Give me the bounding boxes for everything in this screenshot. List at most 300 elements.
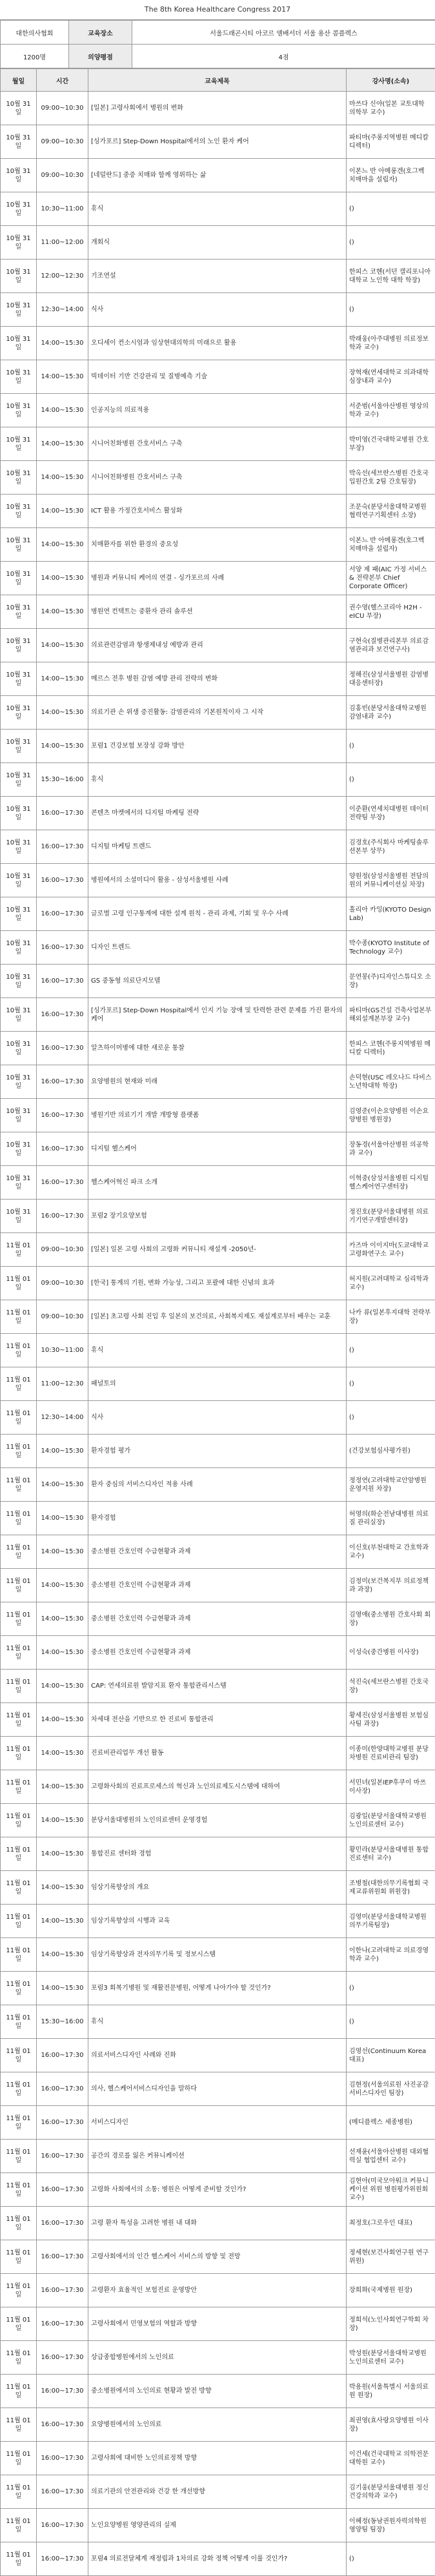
table-row xyxy=(1,1905,435,1938)
row-time: 14:00~15:30 xyxy=(37,1703,88,1737)
row-time: 16:00~17:30 xyxy=(37,2307,88,2341)
row-lecturer: 김현아(미국모아워크 커뮤니케이션 위원 병원평가위원회 교수) xyxy=(347,2173,435,2207)
table-row xyxy=(1,1166,435,1200)
row-lecturer: 서준범(서울아산병원 영상의학과 교수) xyxy=(347,394,435,427)
venue: 서울드래곤시티 아코르 앰배서더 서울 용산 콤플렉스 xyxy=(132,21,435,45)
row-title: 진료비관리업무 개선 활동 xyxy=(88,1737,347,1770)
row-lecturer: 허영의(화순전남대병원 의료질 관리실장) xyxy=(347,1502,435,1535)
row-lecturer: 구현숙(질병관리본부 의료감염관리과 보건연구사) xyxy=(347,629,435,662)
table-row xyxy=(1,1065,435,1099)
table-row xyxy=(1,1737,435,1770)
row-lecturer: 마쓰다 신야(일본 교토대학 의학부 교수) xyxy=(347,92,435,125)
row-time: 14:00~15:30 xyxy=(37,1938,88,1972)
row-lecturer: 최권영(효사랑요양병원 이사장) xyxy=(347,2408,435,2442)
table-row xyxy=(1,2240,435,2274)
row-lecturer: () xyxy=(347,293,435,327)
row-date: 11월 01일 xyxy=(1,2408,37,2442)
row-time: 16:00~17:30 xyxy=(37,2240,88,2274)
row-title: 병원에서의 소셜미디어 활용 - 삼성서울병원 사례 xyxy=(88,864,347,897)
row-date: 10월 31일 xyxy=(1,360,37,394)
row-title: 휴식 xyxy=(88,192,347,226)
row-time: 14:00~15:30 xyxy=(37,1972,88,2005)
row-lecturer: 박성원(분당서울대학교병원 노인의료센터 교수) xyxy=(347,2341,435,2375)
table-row xyxy=(1,2039,435,2072)
row-title: 휴식 xyxy=(88,1334,347,1367)
row-date: 10월 31일 xyxy=(1,1166,37,1200)
table-row xyxy=(1,1770,435,1804)
table-row xyxy=(1,1804,435,1837)
row-title: 고령사회에서의 인간 헬스케어 서비스의 방향 및 전망 xyxy=(88,2240,347,2274)
row-lecturer: 조병철(대한의무기록협회 국제교류위원회 위원장) xyxy=(347,1871,435,1905)
table-row xyxy=(1,92,435,125)
row-date: 11월 01일 xyxy=(1,1837,37,1871)
row-date: 10월 31일 xyxy=(1,696,37,730)
row-lecturer: 양원정(삼성서울병원 전담의원의 커뮤니케이션실 차장) xyxy=(347,864,435,897)
table-row xyxy=(1,998,435,1032)
row-lecturer: () xyxy=(347,2542,435,2576)
row-time: 14:00~15:30 xyxy=(37,595,88,629)
row-time: 16:00~17:30 xyxy=(37,2106,88,2140)
row-time: 10:30~11:00 xyxy=(37,192,88,226)
row-time: 11:00~12:00 xyxy=(37,226,88,260)
row-date: 11월 01일 xyxy=(1,1401,37,1435)
row-lecturer: 손덕현(USC 레오나드 다비스 노년학대학 학장) xyxy=(347,1065,435,1099)
table-row xyxy=(1,1367,435,1401)
row-time: 14:00~15:30 xyxy=(37,1602,88,1636)
row-title: 휴식 xyxy=(88,2005,347,2039)
table-row xyxy=(1,1871,435,1905)
row-time: 14:00~15:30 xyxy=(37,495,88,528)
table-row xyxy=(1,1032,435,1065)
row-lecturer: 김기웅(분당서울대병원 정신건강의학과 교수) xyxy=(347,2475,435,2509)
row-title: 병원과 커뮤니티 케어의 연결 - 싱가포르의 사례 xyxy=(88,562,347,595)
row-date: 11월 01일 xyxy=(1,1737,37,1770)
row-lecturer: 나카 류(일본후지대학 전략부장) xyxy=(347,1300,435,1334)
row-date: 11월 01일 xyxy=(1,2005,37,2039)
row-time: 16:00~17:30 xyxy=(37,797,88,830)
table-row xyxy=(1,360,435,394)
row-title: 의료관련감염과 항생제내성 예방과 관리 xyxy=(88,629,347,662)
table-row xyxy=(1,159,435,192)
row-date: 11월 01일 xyxy=(1,1871,37,1905)
row-title: 노인요양병원 영양관리의 실제 xyxy=(88,2509,347,2542)
row-time: 16:00~17:30 xyxy=(37,965,88,998)
row-date: 11월 01일 xyxy=(1,1267,37,1300)
row-lecturer: 석진숙(세브란스병원 간호국장) xyxy=(347,1670,435,1703)
row-title: 분당서울대병원의 노인의료센터 운영경험 xyxy=(88,1804,347,1837)
row-date: 11월 01일 xyxy=(1,1334,37,1367)
row-lecturer: 김홍빈(분당서울대학교병원 감염내과 교수) xyxy=(347,696,435,730)
row-title: [일본] 일본 고령 사회의 고령화 커뮤니티 재설계 -2050년- xyxy=(88,1233,347,1267)
row-time: 14:00~15:30 xyxy=(37,1468,88,1502)
row-time: 12:30~14:00 xyxy=(37,293,88,327)
row-date: 10월 31일 xyxy=(1,394,37,427)
row-title: [싱가포르] Step-Down Hospital에서의 노인 환자 케어 xyxy=(88,125,347,159)
row-lecturer: 정정연(고려대학교안암병원 운영지원 차장) xyxy=(347,1468,435,1502)
table-row xyxy=(1,1300,435,1334)
row-lecturer: 이종미(한양대학교병원 분당차병원 진료비관리 팀장) xyxy=(347,1737,435,1770)
row-title: GS 중동형 의료단지모델 xyxy=(88,965,347,998)
row-time: 10:30~11:00 xyxy=(37,1334,88,1367)
row-lecturer: 김정미(보건복지부 의료정책과 과장) xyxy=(347,1569,435,1602)
row-date: 11월 01일 xyxy=(1,1804,37,1837)
row-date: 11월 01일 xyxy=(1,1972,37,2005)
row-title: 요양병원의 현재와 미래 xyxy=(88,1065,347,1099)
table-row xyxy=(1,226,435,260)
row-lecturer: 이혁중(삼성서울병원 디지털헬스케어연구센터장) xyxy=(347,1166,435,1200)
row-date: 11월 01일 xyxy=(1,2375,37,2408)
row-time: 14:00~15:30 xyxy=(37,662,88,696)
row-lecturer: 권수영(헬스코리아 H2H - eICU 부장) xyxy=(347,595,435,629)
row-time: 16:00~17:30 xyxy=(37,864,88,897)
row-time: 16:00~17:30 xyxy=(37,2375,88,2408)
row-lecturer: 박용원(서울특별시 서울의료원 원장) xyxy=(347,2375,435,2408)
row-lecturer: 장동경(서울아산병원 의공학과 교수) xyxy=(347,1132,435,1166)
row-lecturer: 이혜정(동남권원자력의학원 영양팀 팀장) xyxy=(347,2509,435,2542)
row-date: 10월 31일 xyxy=(1,427,37,461)
row-time: 15:30~16:00 xyxy=(37,2005,88,2039)
row-lecturer: 김경호(주식회사 마케팅솔루션본부 상무) xyxy=(347,830,435,864)
row-lecturer: 한피스 코헨(서던 캘리포니아 대학교 노인학 대학 학장) xyxy=(347,260,435,293)
table-row xyxy=(1,595,435,629)
row-lecturer: 허지원(고려대학교 심리학과 교수) xyxy=(347,1267,435,1300)
row-lecturer: 장희화(국제병원 원장) xyxy=(347,2274,435,2307)
row-lecturer: 김광일(분당서울대학교병원 노인의료센터 교수) xyxy=(347,1804,435,1837)
table-row xyxy=(1,2173,435,2207)
table-row xyxy=(1,2072,435,2106)
row-time: 14:00~15:30 xyxy=(37,1502,88,1535)
row-time: 14:00~15:30 xyxy=(37,1535,88,1569)
table-row xyxy=(1,2408,435,2442)
row-time: 14:00~15:30 xyxy=(37,1569,88,1602)
row-date: 11월 01일 xyxy=(1,2072,37,2106)
row-title: 고령 환자 특성을 고려한 병원 내 대화 xyxy=(88,2207,347,2240)
row-title: 기조연설 xyxy=(88,260,347,293)
row-title: 환자 중심의 서비스디자인 적용 사례 xyxy=(88,1468,347,1502)
row-lecturer: 정희석(노인사회연구학회 차장) xyxy=(347,2307,435,2341)
table-row xyxy=(1,1099,435,1132)
row-title: 고령화사회의 진료프로세스의 혁신과 노인의료제도시스템에 대하여 xyxy=(88,1770,347,1804)
schedule-table xyxy=(0,68,435,2576)
row-time: 14:00~15:30 xyxy=(37,427,88,461)
row-time: 16:00~17:30 xyxy=(37,2341,88,2375)
row-lecturer: 장혁재(연세대학교 의과대학 심장내과 교수) xyxy=(347,360,435,394)
row-date: 10월 31일 xyxy=(1,730,37,763)
row-title: 빅데이터 기반 건강관리 및 질병예측 기술 xyxy=(88,360,347,394)
row-date: 11월 01일 xyxy=(1,2240,37,2274)
row-title: 요양병원에서의 노인의료 xyxy=(88,2408,347,2442)
row-date: 11월 01일 xyxy=(1,2307,37,2341)
table-row xyxy=(1,1972,435,2005)
row-lecturer: 김영선(Continuum Korea 대표) xyxy=(347,2039,435,2072)
column-header-time: 시간 xyxy=(37,69,88,92)
row-date: 11월 01일 xyxy=(1,2173,37,2207)
row-date: 10월 31일 xyxy=(1,159,37,192)
row-time: 16:00~17:30 xyxy=(37,2274,88,2307)
row-title: [싱가포르] Step-Down Hospital에서 인지 기능 장애 및 탄력한 관련 문제를 가진 환자의 케어 xyxy=(88,998,347,1032)
table-row xyxy=(1,2274,435,2307)
row-title: 중소병원 간호인력 수급현황과 과제 xyxy=(88,1569,347,1602)
row-title: 병원연 컨택트는 중환자 관리 솔루션 xyxy=(88,595,347,629)
row-lecturer: 조문숙(분당서울대학교병원 협력연구기획센터 소장) xyxy=(347,495,435,528)
row-date: 10월 31일 xyxy=(1,830,37,864)
row-date: 10월 31일 xyxy=(1,327,37,360)
row-date: 10월 31일 xyxy=(1,629,37,662)
row-lecturer: 이준환(연세치대병원 데이터전략팀 부장) xyxy=(347,797,435,830)
row-date: 10월 31일 xyxy=(1,797,37,830)
row-time: 16:00~17:30 xyxy=(37,1065,88,1099)
row-lecturer: 카즈마 이이지마(도쿄대학교 고령화연구소 교수) xyxy=(347,1233,435,1267)
table-row xyxy=(1,1636,435,1670)
row-title: 고령사회에 대비한 노인의료정책 방향 xyxy=(88,2442,347,2475)
row-lecturer: 한피스 코헨(주롱지역병원 메디칼 디렉터) xyxy=(347,1032,435,1065)
table-row xyxy=(1,830,435,864)
table-row xyxy=(1,2307,435,2341)
row-title: 포럼1 건강보험 보장성 강화 방안 xyxy=(88,730,347,763)
row-time: 16:00~17:30 xyxy=(37,931,88,965)
row-title: 식사 xyxy=(88,293,347,327)
row-date: 10월 31일 xyxy=(1,1099,37,1132)
row-lecturer: 파티마(주롱지역병원 메디칼 디렉터) xyxy=(347,125,435,159)
row-date: 11월 01일 xyxy=(1,2442,37,2475)
table-row xyxy=(1,2475,435,2509)
row-time: 16:00~17:30 xyxy=(37,1132,88,1166)
table-row xyxy=(1,528,435,562)
row-time: 14:00~15:30 xyxy=(37,1737,88,1770)
row-lecturer: 박수종(KYOTO Institute of Technology 교수) xyxy=(347,931,435,965)
row-title: 병원기반 의료기기 개발 개방형 플랫폼 xyxy=(88,1099,347,1132)
row-lecturer: 서양 제 패(AIC 가정 서비스 & 전략본부 Chief Corporate Officer) xyxy=(347,562,435,595)
row-date: 11월 01일 xyxy=(1,1569,37,1602)
row-lecturer: 최정호(그로우인 대표) xyxy=(347,2207,435,2240)
schedule-body xyxy=(1,92,435,2576)
row-title: 의료기관의 안전관리와 건강 한 개선방향 xyxy=(88,2475,347,2509)
column-header-lecturer: 강사명(소속) xyxy=(347,69,435,92)
row-date: 10월 31일 xyxy=(1,1132,37,1166)
row-time: 14:00~15:30 xyxy=(37,1905,88,1938)
row-title: 콘텐츠 마켓에서의 디지털 마케팅 전략 xyxy=(88,797,347,830)
table-row xyxy=(1,1670,435,1703)
row-title: 디지털 헬스케어 xyxy=(88,1132,347,1166)
row-date: 10월 31일 xyxy=(1,864,37,897)
row-title: 알츠하이머병에 대한 새로운 통찰 xyxy=(88,1032,347,1065)
info-table xyxy=(0,20,435,68)
row-date: 11월 01일 xyxy=(1,2341,37,2375)
table-row xyxy=(1,2442,435,2475)
row-date: 11월 01일 xyxy=(1,2039,37,2072)
table-row xyxy=(1,562,435,595)
row-title: 글로벌 고령 인구통계에 대한 설계 원칙 - 관리 과제, 기회 및 우수 사례 xyxy=(88,897,347,931)
row-date: 10월 31일 xyxy=(1,125,37,159)
credits: 4점 xyxy=(132,45,435,68)
row-title: 의료서비스디자인 사례와 진화 xyxy=(88,2039,347,2072)
row-date: 11월 01일 xyxy=(1,1300,37,1334)
row-title: 고령사회에서 민영보험의 역할과 방향 xyxy=(88,2307,347,2341)
row-lecturer: 정해진(삼성서울병원 감염병 대응센터장) xyxy=(347,662,435,696)
row-date: 11월 01일 xyxy=(1,1367,37,1401)
table-row xyxy=(1,1233,435,1267)
table-row xyxy=(1,1267,435,1300)
row-time: 14:00~15:30 xyxy=(37,696,88,730)
table-row xyxy=(1,629,435,662)
row-date: 11월 01일 xyxy=(1,1703,37,1737)
row-title: 개회식 xyxy=(88,226,347,260)
row-title: 시니어친화병원 간호서비스 구축 xyxy=(88,427,347,461)
row-title: 임상기록향상의 개요 xyxy=(88,1871,347,1905)
row-time: 16:00~17:30 xyxy=(37,2173,88,2207)
row-lecturer: 박미영(건국대학교병원 간호부장) xyxy=(347,427,435,461)
row-title: 치매환자를 위한 환경의 중요성 xyxy=(88,528,347,562)
column-header-title: 교육제목 xyxy=(88,69,347,92)
organizer: 대한의사협회 xyxy=(1,21,69,45)
row-time: 14:00~15:30 xyxy=(37,1670,88,1703)
row-date: 11월 01일 xyxy=(1,2106,37,2140)
row-lecturer: 박래웅(아주대병원 의료정보학과 교수) xyxy=(347,327,435,360)
row-date: 10월 31일 xyxy=(1,260,37,293)
row-date: 10월 31일 xyxy=(1,662,37,696)
row-date: 10월 31일 xyxy=(1,293,37,327)
congress-title: The 8th Korea Healthcare Congress 2017 xyxy=(0,0,435,20)
row-time: 09:00~10:30 xyxy=(37,1300,88,1334)
row-time: 14:00~15:30 xyxy=(37,360,88,394)
row-time: 16:00~17:30 xyxy=(37,830,88,864)
row-time: 09:00~10:30 xyxy=(37,159,88,192)
table-row xyxy=(1,2005,435,2039)
row-date: 10월 31일 xyxy=(1,931,37,965)
row-date: 10월 31일 xyxy=(1,1065,37,1099)
row-time: 12:30~14:00 xyxy=(37,1401,88,1435)
row-date: 10월 31일 xyxy=(1,763,37,797)
row-date: 10월 31일 xyxy=(1,965,37,998)
row-lecturer: 김영미(분당서울대학교병원 의무기록팀장) xyxy=(347,1905,435,1938)
row-title: 인공지능의 의료적용 xyxy=(88,394,347,427)
table-row xyxy=(1,394,435,427)
row-title: 임상기록향상과 전자의무기록 및 정보시스템 xyxy=(88,1938,347,1972)
row-title: 차세대 전산을 기반으로 한 진료비 통합관리 xyxy=(88,1703,347,1737)
row-time: 14:00~15:30 xyxy=(37,562,88,595)
row-time: 16:00~17:30 xyxy=(37,2542,88,2576)
row-time: 14:00~15:30 xyxy=(37,1435,88,1468)
row-time: 16:00~17:30 xyxy=(37,2408,88,2442)
row-time: 14:00~15:30 xyxy=(37,1871,88,1905)
row-date: 10월 31일 xyxy=(1,192,37,226)
row-lecturer: 이성숙(중간병원 이사장) xyxy=(347,1636,435,1670)
row-lecturer: () xyxy=(347,1401,435,1435)
table-row xyxy=(1,1334,435,1367)
table-row xyxy=(1,2106,435,2140)
row-lecturer: 문연봉(주)디자인스튜디오 소장) xyxy=(347,965,435,998)
table-row xyxy=(1,1401,435,1435)
row-lecturer: 정진호(분당서울대병원 의료기기연구개발센터장) xyxy=(347,1200,435,1233)
row-date: 11월 01일 xyxy=(1,1670,37,1703)
row-lecturer: () xyxy=(347,1334,435,1367)
row-title: 의료기관 손 위생 증진활동: 감염관리의 기본원칙이자 그 시작 xyxy=(88,696,347,730)
row-title: 메르스 전후 병원 감염 예방 관리 전략의 변화 xyxy=(88,662,347,696)
row-lecturer: 김영준(이손요양병원 이손요양병원 병원장) xyxy=(347,1099,435,1132)
table-row xyxy=(1,260,435,293)
row-lecturer: () xyxy=(347,1972,435,2005)
row-title: 환자경험 평가 xyxy=(88,1435,347,1468)
row-date: 11월 01일 xyxy=(1,2475,37,2509)
table-row xyxy=(1,1535,435,1569)
row-date: 11월 01일 xyxy=(1,2207,37,2240)
row-date: 10월 31일 xyxy=(1,897,37,931)
table-row xyxy=(1,931,435,965)
table-row xyxy=(1,1502,435,1535)
row-title: 의사, 헬스케어서비스디자인을 말하다 xyxy=(88,2072,347,2106)
row-time: 12:00~12:30 xyxy=(37,260,88,293)
row-date: 11월 01일 xyxy=(1,2274,37,2307)
row-time: 16:00~17:30 xyxy=(37,1200,88,1233)
row-title: 고령화 사회에서의 소통: 병원은 어떻게 준비할 것인가? xyxy=(88,2173,347,2207)
row-time: 16:00~17:30 xyxy=(37,2442,88,2475)
row-date: 11월 01일 xyxy=(1,1770,37,1804)
row-lecturer: 이신호(부천대학교 간호학과 교수) xyxy=(347,1535,435,1569)
table-row xyxy=(1,662,435,696)
row-title: 중소병원 간호인력 수급현황과 과제 xyxy=(88,1602,347,1636)
row-date: 11월 01일 xyxy=(1,1636,37,1670)
row-date: 10월 31일 xyxy=(1,562,37,595)
row-lecturer: 황민라(분당서울대병원 통합진료센터 교수) xyxy=(347,1837,435,1871)
row-title: 포럼4 의료전달체계 재정립과 1차의료 강화 정책 어떻게 이룰 것인가? xyxy=(88,2542,347,2576)
table-row xyxy=(1,427,435,461)
table-row xyxy=(1,293,435,327)
row-time: 16:00~17:30 xyxy=(37,1032,88,1065)
table-row xyxy=(1,125,435,159)
row-time: 14:00~15:30 xyxy=(37,327,88,360)
row-time: 09:00~10:30 xyxy=(37,125,88,159)
row-date: 10월 31일 xyxy=(1,528,37,562)
table-row xyxy=(1,192,435,226)
row-title: CAP: 연세의료원 발암지표 환자 통합관리시스템 xyxy=(88,1670,347,1703)
row-time: 14:00~15:30 xyxy=(37,528,88,562)
row-time: 16:00~17:30 xyxy=(37,1166,88,1200)
row-date: 10월 31일 xyxy=(1,998,37,1032)
table-row xyxy=(1,1435,435,1468)
row-lecturer: () xyxy=(347,763,435,797)
venue-label: 교육장소 xyxy=(69,21,132,45)
row-lecturer: 김현정(서울의료원 사진공감 서비스디자인 팀장) xyxy=(347,2072,435,2106)
table-row xyxy=(1,2207,435,2240)
row-time: 16:00~17:30 xyxy=(37,2509,88,2542)
row-lecturer: 황세진(삼성서울병원 보험심사팀 과장) xyxy=(347,1703,435,1737)
row-time: 16:00~17:30 xyxy=(37,2039,88,2072)
row-lecturer: 이본느 반 아메롱겐(호그벡 치매마을 설립자) xyxy=(347,528,435,562)
row-title: [일본] 고령사회에서 병원의 변화 xyxy=(88,92,347,125)
column-header-date: 월일 xyxy=(1,69,37,92)
row-title: 임상기록향상의 시행과 교육 xyxy=(88,1905,347,1938)
row-date: 11월 01일 xyxy=(1,1905,37,1938)
row-time: 14:00~15:30 xyxy=(37,394,88,427)
row-time: 16:00~17:30 xyxy=(37,2072,88,2106)
table-row xyxy=(1,763,435,797)
row-date: 10월 31일 xyxy=(1,92,37,125)
row-time: 14:00~15:30 xyxy=(37,461,88,495)
row-title: [일본] 초고령 사회 진입 후 일본의 보건의료, 사회복지제도 재설계로부터 배우는 교훈 xyxy=(88,1300,347,1334)
row-time: 09:00~10:30 xyxy=(37,92,88,125)
row-lecturer: 이한나(고려대학교 의료경영학과 교수) xyxy=(347,1938,435,1972)
row-title: 중소병원 간호인력 수급현황과 과제 xyxy=(88,1636,347,1670)
row-date: 11월 01일 xyxy=(1,1233,37,1267)
row-lecturer: 김영애(중소병원 간호사회 회장) xyxy=(347,1602,435,1636)
row-lecturer: 파티마(GS건설 건축사업본부 해외설계본부장 교수) xyxy=(347,998,435,1032)
row-date: 11월 01일 xyxy=(1,1602,37,1636)
table-row xyxy=(1,1569,435,1602)
row-date: 10월 31일 xyxy=(1,461,37,495)
row-time: 16:00~17:30 xyxy=(37,2207,88,2240)
table-row xyxy=(1,2542,435,2576)
row-lecturer: (메디플렉스 세종병원) xyxy=(347,2106,435,2140)
